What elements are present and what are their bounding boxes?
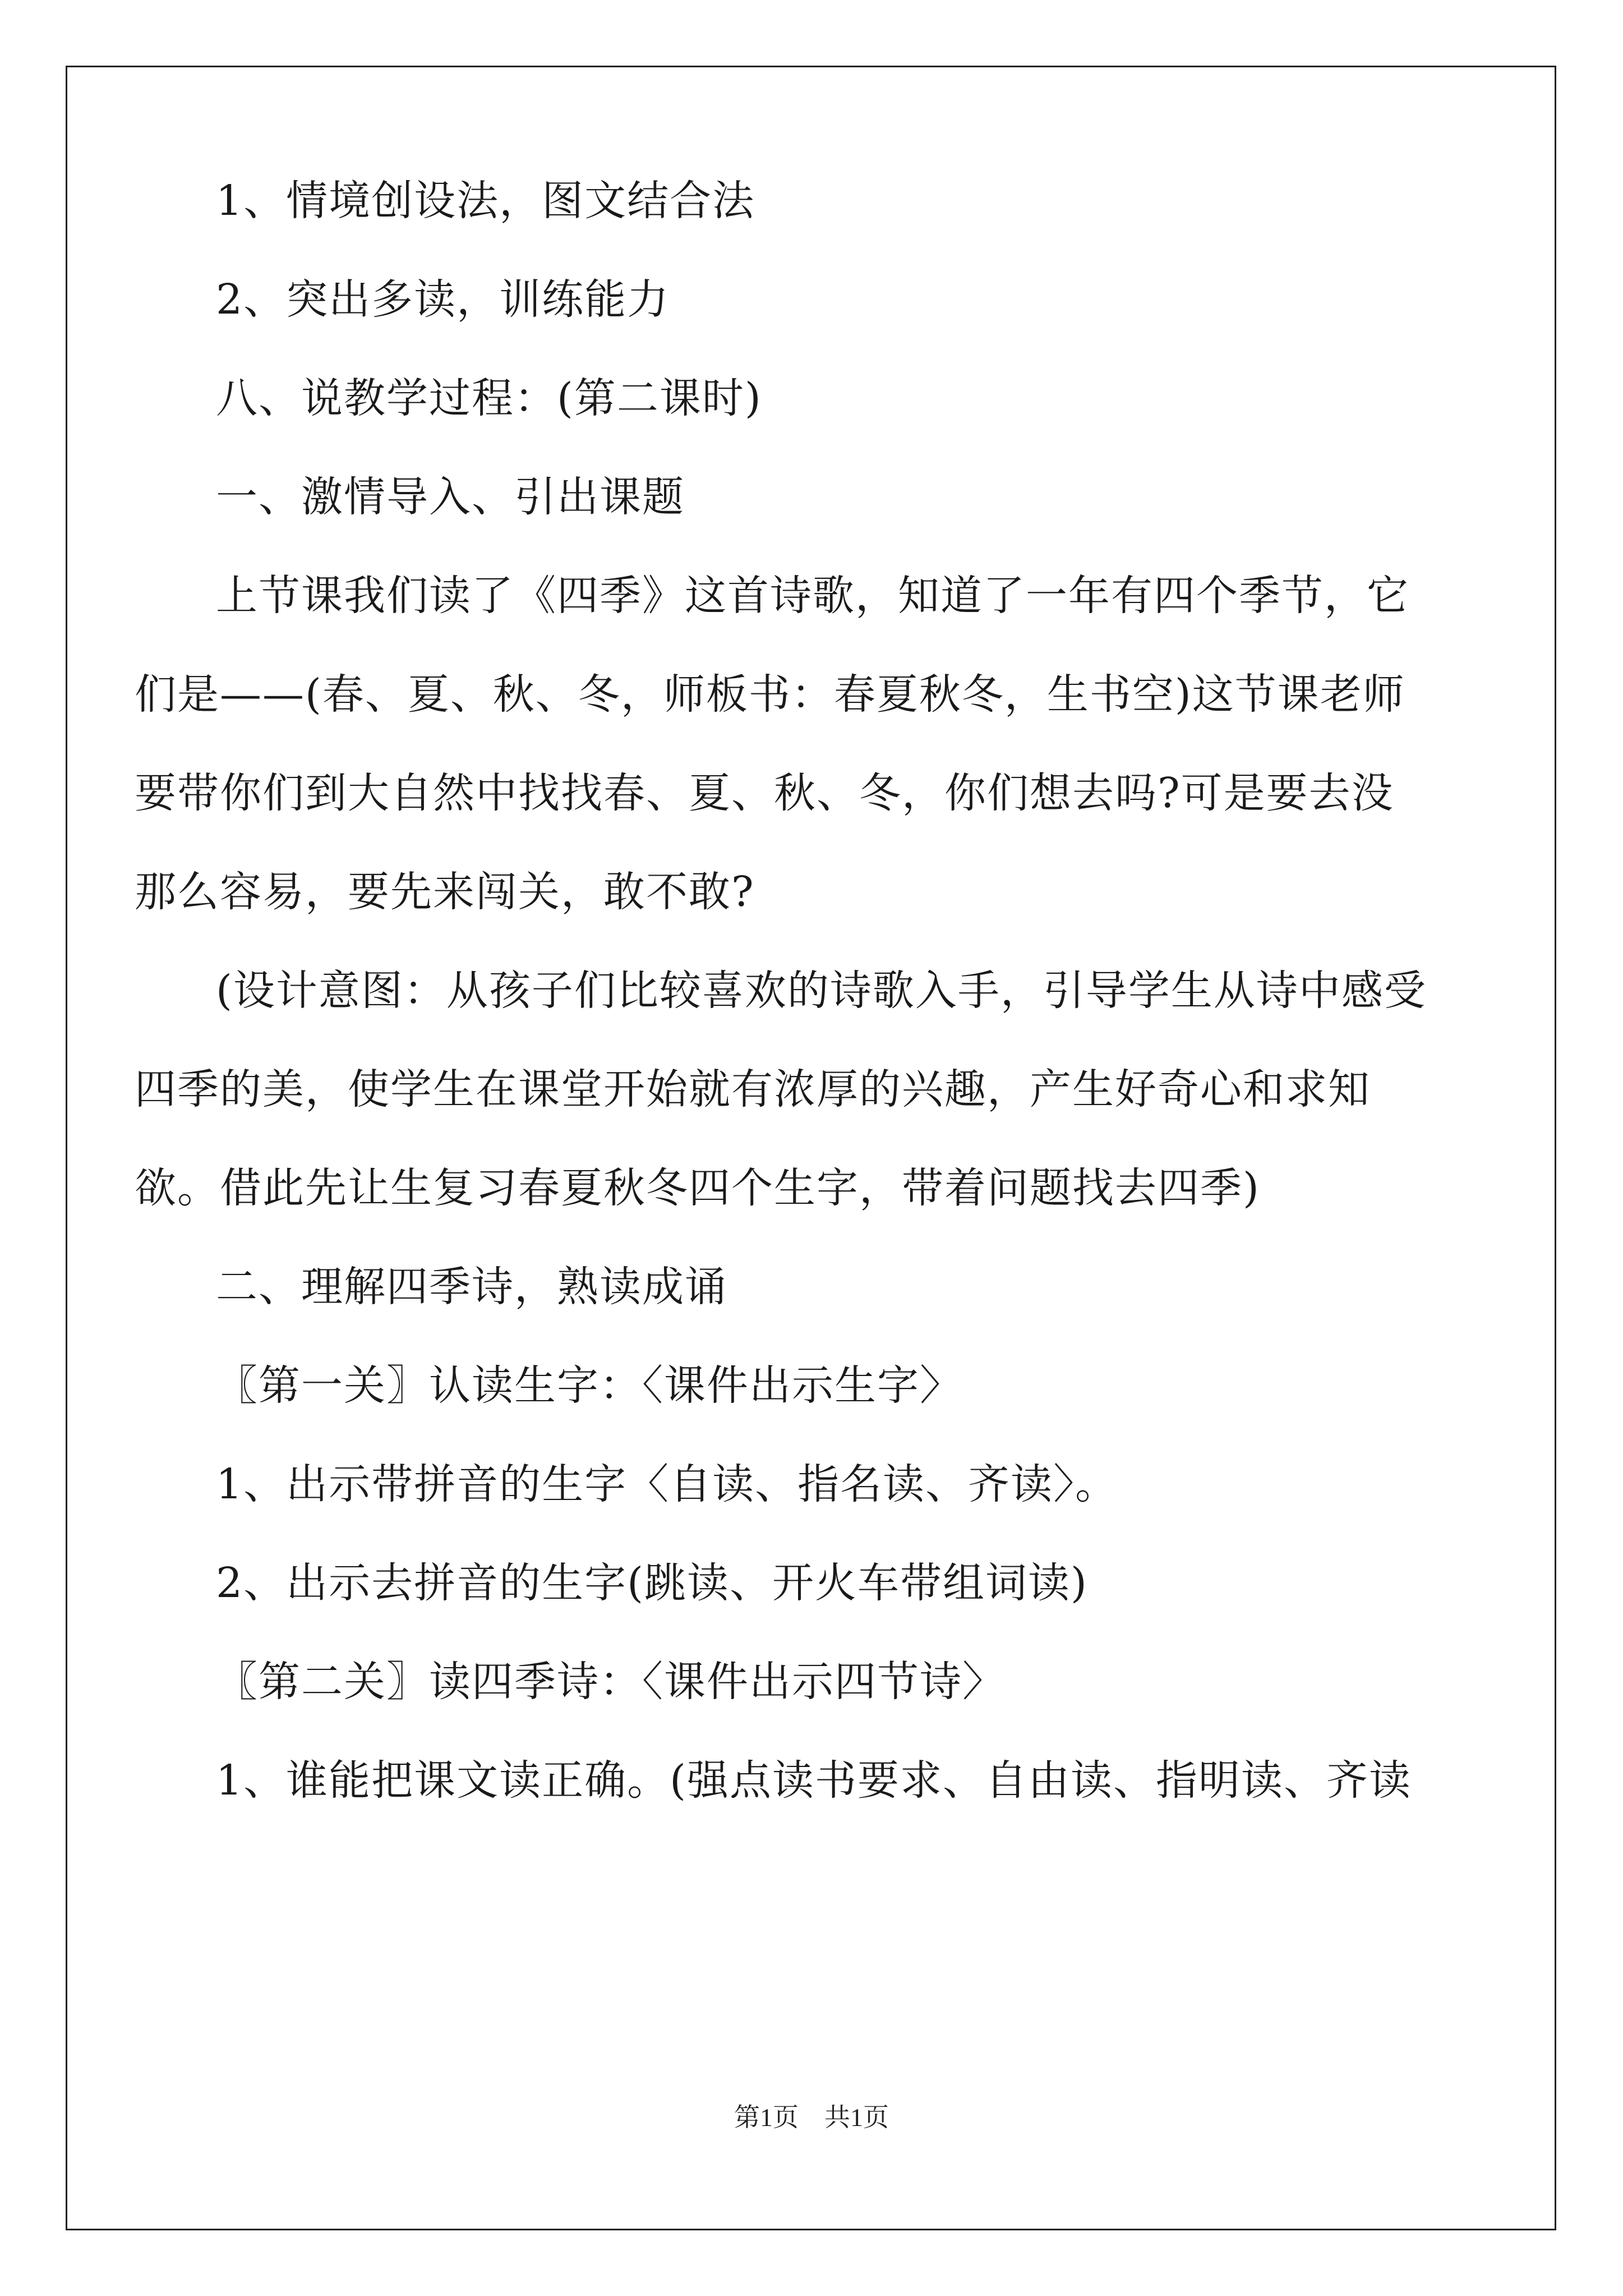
paragraph-level-one: 〖第一关〗认读生字：〈课件出示生字〉 — [216, 1361, 962, 1410]
paragraph-level-one-step-2: 2、出示去拼音的生字(跳读、开火车带组词读) — [216, 1559, 1088, 1607]
paragraph-method-2: 2、突出多读，训练能力 — [216, 275, 670, 324]
paragraph-design-intent: (设计意图：从孩子们比较喜欢的诗歌入手，引导学生从诗中感受四季的美，使学生在课堂开始就有浓厚的兴趣，产生好奇心和求知欲。借此先让生复习春夏秋冬四个生字，带着问题找去四季) — [135, 967, 1427, 1212]
paragraph-level-two-step-1: 1、谁能把课文读正确。(强点读书要求、自由读、指明读、齐读 — [216, 1756, 1412, 1805]
page-footer: 第1页 共1页 — [734, 2103, 889, 2132]
paragraph-introduction-text: 上节课我们读了《四季》这首诗歌，知道了一年有四个季节，它们是——(春、夏、秋、冬，师板书：春夏秋冬，生书空)这节课老师要带你们到大自然中找找春、夏、秋、冬，你们想去吗?可是要去没那么容易，要先来闯关，敢不敢? — [135, 572, 1409, 916]
section-heading-teaching-process: 八、说教学过程：(第二课时) — [216, 374, 762, 422]
document-body — [135, 151, 1430, 1830]
paragraph-method-1: 1、情境创设法，图文结合法 — [216, 177, 755, 225]
paragraph-level-two: 〖第二关〗读四季诗：〈课件出示四节诗〉 — [216, 1658, 1005, 1706]
subheading-understand-poem: 二、理解四季诗，熟读成诵 — [216, 1263, 727, 1311]
paragraph-level-one-step-1: 1、出示带拼音的生字〈自读、指名读、齐读〉。 — [216, 1460, 1118, 1508]
subheading-introduction: 一、激情导入、引出课题 — [216, 473, 685, 521]
